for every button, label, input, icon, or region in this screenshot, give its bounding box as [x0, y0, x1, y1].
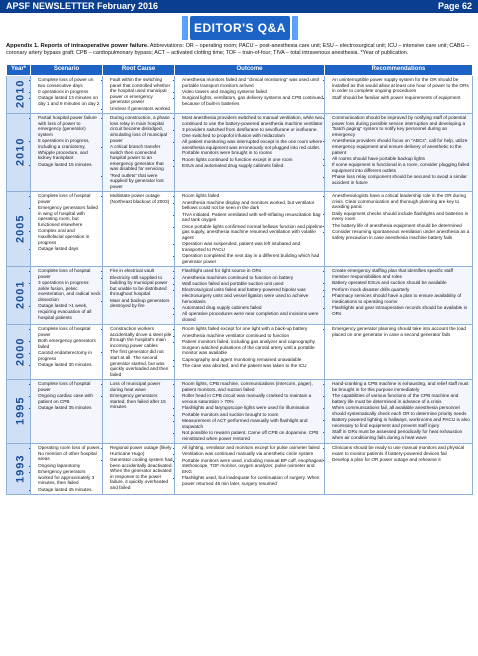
year-label: 1993	[14, 454, 27, 483]
bullet-item: • 3 providers switched from desflurane to sevoflurane or isoflurane. One switched to propofol infusion with midazolam	[182, 127, 323, 138]
caption-body: Abbreviations: OR – operating room; PACU – post-anesthesia care unit; ESU – electrosurgical unit; ICU – intensive care unit; CABG – coronary artery bypass graft; CPB – cardiopulmonary bypass; ACT – activated clotting time; TOF – train-of-four; TIVA – total intravenous anesthesia. *Year of publication.	[6, 43, 470, 56]
year-label: 2010	[14, 137, 27, 167]
year-label: 1995	[14, 396, 27, 426]
bullet-item: • Loss of municipal power during heat wave	[110, 381, 173, 392]
scenario-cell	[31, 267, 103, 325]
bullet-item: • Perform mock disaster drills quarterly	[332, 287, 471, 293]
bullet-item: • Ongoing laparotomy	[38, 463, 101, 469]
bullet-item: • Flashlights used, but inadequate for continuation of surgery. When power returned 45 min later, surgery resumed	[182, 475, 323, 486]
bullet-item: • During construction, a phase loss relay in main hospital circuit became dislodged, simulating loss of municipal power	[110, 115, 173, 143]
year-cell	[7, 380, 31, 444]
scenario-cell	[31, 325, 103, 380]
recommendations-cell	[325, 325, 473, 380]
table-row	[7, 267, 473, 325]
bullet-item: • Video towers and imaging systems failed	[182, 89, 323, 95]
bullet-item: • Patient monitors failed, including gas analyzer and capnography. Surgeon watched pulsations of the carotid artery until a portable monitor was available	[182, 339, 323, 356]
bullet-item: • The first generator did not start at all. The second generator started, but was quickly overloaded and then failed	[110, 349, 173, 377]
bullet-item: • Outage lasted 30 minutes.	[38, 362, 101, 368]
bullet-item: • Capnography and agent monitoring remained unavailable	[182, 357, 323, 363]
bullet-item: • Operation completed the next day in a different building which had generator power	[182, 253, 323, 264]
root-cause-cell	[103, 380, 175, 444]
scenario-cell	[31, 443, 103, 494]
table-row	[7, 192, 473, 267]
bullet-item: • Create emergency staffing plan that identifies specific staff member responsibilities and roles	[332, 268, 471, 279]
bullet-item: • The case was aborted, and the patient was taken to the ICU	[182, 363, 323, 369]
bullet-item: • Generator cooling system had been accidentally deactivated. When the generator activated in response to the power failure, it quickly overheated and failed	[110, 457, 173, 491]
bullet-item: • Regional power outage (likely Hurricane Hugo)	[110, 445, 173, 456]
bullet-item: • All operative procedures were near completion and incisions were closed	[182, 311, 323, 322]
caption-title: Appendix 1. Reports of intraoperative power failure.	[6, 43, 149, 49]
bullet-item: • Multistate power outage (Northeast blackout of 2003)	[110, 193, 173, 204]
bullet-item: • Portable monitors and suction brought to room	[182, 412, 323, 418]
bullet-item: • All rooms should have portable backup lights	[332, 156, 471, 162]
root-cause-cell	[103, 192, 175, 267]
table-row	[7, 76, 473, 114]
bullet-item: • Operation was suspended, patient was left intubated and transported to PACU	[182, 241, 323, 252]
bullet-item: • Portable monitors were used, including manual BP cuff, esophageal stethoscope, TOF monitor, oxygen analyzer, pulse oximeter and EKG	[182, 458, 323, 475]
bullet-item: • Room lights failed except for one light with a back-up battery	[182, 326, 323, 332]
bullet-item: • “Red outlets” that were supplied by generator lost power	[110, 173, 173, 190]
outcome-cell	[175, 267, 325, 325]
bullet-item: • Anesthesia machines continued to function on battery	[182, 275, 323, 281]
bullet-item: • The capabilities of various functions of the CPB machine and battery life must be determined in advance of a crisis	[332, 393, 471, 404]
bullet-item: • Fire in electrical vault	[110, 268, 173, 274]
outcome-cell	[175, 192, 325, 267]
year-cell	[7, 267, 31, 325]
header-outcome: Outcome	[175, 65, 325, 76]
bullet-item: • All lighting, ventilator and monitors except for pulse oximeter failed	[182, 445, 323, 451]
table-row	[7, 380, 473, 444]
bullet-item: • Automated drug supply cabinets failed	[182, 305, 323, 311]
bullet-item: • 8 operations in progress, including a craniotomy, Whipple procedure, and kidney transplant	[38, 138, 101, 160]
bullet-item: • An uninterruptible power supply system for the OR should be installed as this would allow at least one hour of power to the ORs in order to complete ongoing procedures	[332, 77, 471, 94]
table-row	[7, 325, 473, 380]
recommendations-cell	[325, 192, 473, 267]
scenario-cell	[31, 380, 103, 444]
outcome-cell	[175, 380, 325, 444]
outcome-cell	[175, 325, 325, 380]
bullet-item: • Staff in ORs must be assessed periodically for heat exhaustion when air conditioning fails during a heat wave	[332, 429, 471, 440]
bullet-item: • Flashlight used for light source in ORs	[182, 268, 323, 274]
bullet-item: • Anesthesiologists have a critical leadership role in the OR during crisis. Clear communication and thorough planning are key to avoiding panic	[332, 193, 471, 210]
year-cell	[7, 192, 31, 267]
scenario-cell	[31, 192, 103, 267]
bullet-item: • Ongoing cardiac case with patient on CPB	[38, 393, 101, 404]
bullet-item: • Outage lasted 35 minutes	[38, 405, 101, 411]
recommendations-cell	[325, 114, 473, 192]
badge-decoration-left	[182, 16, 188, 40]
bullet-item: • Staff should be familiar with power requirements of equipment	[332, 95, 471, 101]
bullet-item: • If some equipment is functional in a room, consider plugging failed equipment into different outlets	[332, 162, 471, 173]
bullet-item: • Outage lasted 45 minutes.	[38, 487, 101, 493]
bullet-item: • Flashlights and gear intraoperative records should be available in ORs	[332, 305, 471, 316]
bullet-item: • Battery powered lighting in hallways, workrooms and PACU is also necessary to find equipment and prevent staff injury	[332, 417, 471, 428]
bullet-item: • Anesthesia providers should focus on “ABCs”, call for help, utilize emergency equipment and ensure delivery of anesthetic to the patient	[332, 138, 471, 155]
bullet-item: • Most anesthesia providers switched to manual ventilation, while two continued to use the battery-powered anesthesia machine ventilator	[182, 115, 323, 126]
power-failure-table	[6, 64, 473, 495]
table-row	[7, 443, 473, 494]
year-label: 2005	[14, 214, 27, 243]
bullet-item: • Complete loss of hospital power	[38, 326, 101, 337]
bullet-item: • Phase loss relay component should be secured to avoid a similar accident in future	[332, 174, 471, 185]
bullet-item: • Not possible to rewarm patient. Came off CPB on dopamine. CPB reinstituted when power restored	[182, 430, 323, 441]
root-cause-cell	[103, 114, 175, 192]
bullet-item: • Develop a plan for OR power outage and rehearse it	[332, 457, 471, 463]
bullet-item: • Clinicians should be ready to use manual monitors and physical exam to monitor patients if battery-powered devices fail	[332, 445, 471, 456]
recommendations-cell	[325, 267, 473, 325]
bullet-item: • Outage lasted 13 minutes on day 1 and 9 minutes on day 2	[38, 95, 101, 106]
bullet-item: • Measurement of ACT performed manually with flashlight and stopwatch	[182, 418, 323, 429]
year-label: 2001	[14, 280, 27, 310]
bullet-item: • Pharmacy services should have a plan to ensure availability of medications to operating rooms	[332, 293, 471, 304]
bullet-item: • Operating room loss of power. No mention of other hospital areas	[38, 445, 101, 462]
page-number: Page 62	[437, 1, 472, 11]
bullet-item: • TIVA initiated. Patient ventilated with self-inflating resuscitation bag and tank oxygen	[182, 212, 323, 223]
bullet-item: • 0 operations in progress	[38, 89, 101, 95]
root-cause-cell	[103, 76, 175, 114]
bullet-item: • Outage lasted 15 minutes.	[38, 162, 101, 168]
bullet-item: • Main and backup generators destroyed by fire	[110, 298, 173, 309]
header-scenario: Scenario	[31, 65, 103, 76]
bullet-item: • Anesthesia machine display and monitors worked, but ventilator bellows could not be seen in the dark	[182, 200, 323, 211]
bullet-item: • Emergency generators failed in wing of hospital with operating room, but functioned elsewhere	[38, 205, 101, 227]
bullet-item: • Outage lasted >1 week, requiring evacuation of all hospital patients	[38, 303, 101, 320]
table-header-row	[7, 65, 473, 76]
outcome-cell	[175, 443, 325, 494]
bullet-item: • All patient monitoring was interrupted except in the one room where anesthesia equipment was erroneously not plugged into red outlet. Portable monitors were brought in to rooms	[182, 139, 323, 156]
table-row	[7, 114, 473, 192]
bullet-item: • Outage lasted days	[38, 246, 101, 252]
bullet-item: • When communications fail, all available anesthesia personnel should systematically check each OR to determine priority needs	[332, 405, 471, 416]
bullet-item: • Construction workers accidentally drove a steel pile through the hospital's main incoming power cables	[110, 326, 173, 348]
year-cell	[7, 325, 31, 380]
bullet-item: • 3 operations in progress: ankle fusion, pelvic exenteration, and radical neck dissection	[38, 280, 101, 302]
recommendations-cell	[325, 76, 473, 114]
bullet-item: • Complete loss of hospital power	[38, 381, 101, 392]
year-label: 2010	[14, 79, 27, 109]
bullet-item: • Consider resuming spontaneous ventilation under anesthesia as a safety precaution in case anesthesia machine battery fails	[332, 229, 471, 240]
bullet-item: • Electricity still supplied to building by municipal power but unable to be distributed throughout hospital	[110, 275, 173, 297]
bullet-item: • Anesthesia monitors failed and “clinical monitoring” was used until portable transport monitors arrived	[182, 77, 323, 88]
bullet-item: • Communication should be improved by notifying staff of potential power loss during possible service interruption and developing a “batch paging” system to notify key personnel during an emergency	[332, 115, 471, 137]
year-label: 2000	[14, 337, 27, 367]
badge-decoration-right	[292, 16, 298, 40]
root-cause-cell	[103, 325, 175, 380]
bullet-item: • Room lights, CPB machine, communications (intercom, pager), patient monitors, and suction failed	[182, 381, 323, 392]
recommendations-cell	[325, 380, 473, 444]
bullet-item: • Electrosurgical units failed and battery-powered bipolar was electrosurgery units and vessel ligation were used to achieve hemostasis	[182, 287, 323, 304]
newsletter-title: APSF NEWSLETTER February 2016	[6, 1, 159, 11]
year-cell	[7, 443, 31, 494]
bullet-item: • Emergency generators started, then failed after 15 minutes	[110, 393, 173, 410]
bullet-item: • The battery life of anesthesia equipment should be determined	[332, 223, 471, 229]
bullet-item: • Ventilation was continued manually via anesthetic circle system	[182, 451, 323, 457]
bullet-item: • Room lights failed	[182, 193, 323, 199]
scenario-cell	[31, 114, 103, 192]
outcome-cell	[175, 114, 325, 192]
bullet-item: • A critical branch transfer switch then connected hospital power to an emergency generator that was disabled for servicing	[110, 144, 173, 172]
bullet-item: • Anesthesia machine ventilator continued to function	[182, 333, 323, 339]
bullet-item: • Fault within the switching panel that controlled whether the hospital used municipal power or emergency generator power	[110, 77, 173, 105]
root-cause-cell	[103, 267, 175, 325]
bullet-item: • Room lights continued to function except in one room	[182, 157, 323, 163]
bullet-item: • Complete loss of hospital power	[38, 268, 101, 279]
bullet-item: • Unclear if generators worked	[110, 106, 173, 112]
outcome-cell	[175, 76, 325, 114]
bullet-item: • Once portable lights confirmed normal bellows function and pipeline gas supply, anesthesia machine resumed ventilation with volatile agent	[182, 224, 323, 241]
bullet-item: • Complex oral and maxillofacial operation in progress	[38, 228, 101, 245]
root-cause-cell	[103, 443, 175, 494]
newsletter-header	[0, 0, 478, 13]
table-caption	[6, 43, 472, 57]
editors-qa-badge	[190, 16, 290, 40]
bullet-item: • Emergency generators worked for approximately 3 minutes, then failed	[38, 469, 101, 486]
bullet-item: • Carotid endarterectomy in progress	[38, 350, 101, 361]
bullet-item: • Complete loss of power on two consecutive days	[38, 77, 101, 88]
bullet-item: • Wall suction failed and portable suction unit used	[182, 281, 323, 287]
scenario-cell	[31, 76, 103, 114]
bullet-item: • Roller head in CPB circuit was manually cranked to maintain a venous saturation > 70%	[182, 393, 323, 404]
bullet-item: • Complete loss of hospital power	[38, 193, 101, 204]
bullet-item: • Battery operated ESUs and suction should be available	[332, 280, 471, 286]
badge-text: EDITOR'S Q&A	[194, 21, 286, 35]
bullet-item: • Partial hospital power failure with loss of power to emergency (generator) system	[38, 115, 101, 137]
recommendations-cell	[325, 443, 473, 494]
year-cell	[7, 114, 31, 192]
bullet-item: • Emergency generator planning should take into account the load placed on one generator in case a second generator fails	[332, 326, 471, 337]
bullet-item: • ESUs and automated drug supply cabinets failed	[182, 163, 323, 169]
bullet-item: • Surgical lights, ventilators, gas delivery systems and CPB continued because of built-in batteries	[182, 95, 323, 106]
bullet-item: • Daily equipment checks should include flashlights and batteries in every room	[332, 211, 471, 222]
year-cell	[7, 76, 31, 114]
header-root-cause: Root Cause	[103, 65, 175, 76]
header-year: Year*	[7, 65, 31, 76]
bullet-item: • Flashlights and laryngoscope lights were used for illumination	[182, 405, 323, 411]
bullet-item: • Hand-cranking a CPB machine is exhausting, and relief staff must be brought in for this purpose immediately	[332, 381, 471, 392]
bullet-item: • Both emergency generators failed	[38, 338, 101, 349]
header-recommendations: Recommendations	[325, 65, 473, 76]
